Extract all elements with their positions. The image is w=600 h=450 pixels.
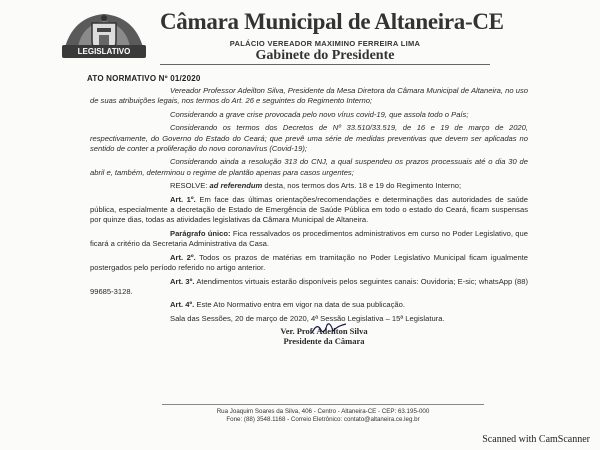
signature-block — [120, 327, 528, 346]
act-body — [90, 86, 528, 346]
resolve-lead: RESOLVE: — [170, 181, 208, 191]
article-label: Parágrafo único: — [170, 228, 231, 238]
signer-role: Presidente da Câmara — [283, 335, 365, 346]
footer-contact: Fone: (88) 3548.1168 - Correio Eletrônico: contato@altaneira.ce.leg.br — [226, 416, 420, 423]
resolve-text: desta, nos termos dos Arts. 18 e 19 do Regimento Interno; — [264, 181, 462, 191]
article-text: Fica ressalvados os procedimentos administrativos em curso no Poder Legislativo, que ficará a critério da Secretaria Administrativa da Casa. — [90, 228, 528, 249]
article-text: Este Ato Normativo entra em vigor na data de sua publicação. — [196, 300, 405, 310]
palace-subtitle: PALÁCIO VEREADOR MAXIMINO FERREIRA LIMA — [229, 39, 421, 48]
closing-line: Sala das Sessões, 20 de março de 2020, 4ª Sessão Legislativa – 15ª Legislatura. — [170, 313, 445, 323]
considerando-3: Considerando ainda a resolução 313 do CNJ, a qual suspendeu os prazos processuais até o dia 30 de abril e, também, determinou o regime de plantão apenas para casos urgentes; — [90, 157, 528, 177]
paragraph-unico — [90, 229, 528, 250]
footer-address: Rua Joaquim Soares da Silva, 406 - Centro - Altaneira-CE - CEP: 63.195-000 — [216, 408, 430, 415]
article-1 — [90, 195, 528, 226]
considerando-2: Considerando os termos dos Decretos de Nº 33.510/33.519, de 16 e 19 de março de 2020, respectivamente, do Governo do Estado do Ceará; que prevê uma série de medidas preventivas que devem ser aplicadas no sentido de conter a proliferação do novo coronavírus (Covid-19); — [90, 123, 528, 154]
considerando-1: Considerando a grave crise provocada pelo novo vírus covid-19, que assola todo o País; — [170, 109, 469, 119]
handwritten-signature — [309, 320, 349, 336]
resolve-paragraph — [90, 181, 528, 191]
scanner-watermark: Scanned with CamScanner — [482, 434, 590, 445]
footer-divider — [162, 404, 484, 405]
preamble: Vereador Professor Adeilton Silva, Presidente da Mesa Diretora da Câmara Municipal de Altaneira, no uso de suas atribuições legais, nos termos do Art. 26 e seguintes do Regimento Interno; — [90, 86, 528, 106]
seal-banner: LEGISLATIVO — [62, 45, 146, 58]
office-title: Gabinete do Presidente — [255, 48, 395, 63]
article-label: Art. 4º. — [170, 300, 195, 310]
article-4 — [90, 300, 528, 310]
resolve-emphasis: ad referendum — [209, 181, 263, 191]
article-text: Atendimentos virtuais estarão disponíveis pelos seguintes canais: Ouvidoria; E-sic; whatsApp (88) 99685-3128. — [90, 276, 529, 296]
act-title: ATO NORMATIVO Nº 01/2020 — [87, 74, 201, 83]
institution-title: Câmara Municipal de Altaneira-CE — [160, 9, 504, 34]
article-label: Art. 3º. — [170, 276, 195, 286]
article-3 — [90, 277, 528, 298]
signer-name: Ver. Prof. Adeilton Silva — [280, 326, 368, 337]
article-label: Art. 1º. — [170, 194, 196, 204]
header-divider — [160, 64, 490, 65]
article-text: Todos os prazos de matérias em tramitação no Poder Legislativo Municipal ficam igualmente postergados pelo período referido no artigo anterior. — [90, 252, 528, 273]
article-text: Em face das últimas orientações/recomendações e determinações das autoridades de saúde pública, especialmente a decretação de Estado de Emergência de Saúde Pública em todo o estado do Ceará, ficam suspensas por quinze dias, todas as atividades legislativas da Câmara Municipal de Altaneira. — [90, 194, 528, 225]
article-label: Art. 2º. — [170, 252, 196, 262]
article-2 — [90, 253, 528, 274]
